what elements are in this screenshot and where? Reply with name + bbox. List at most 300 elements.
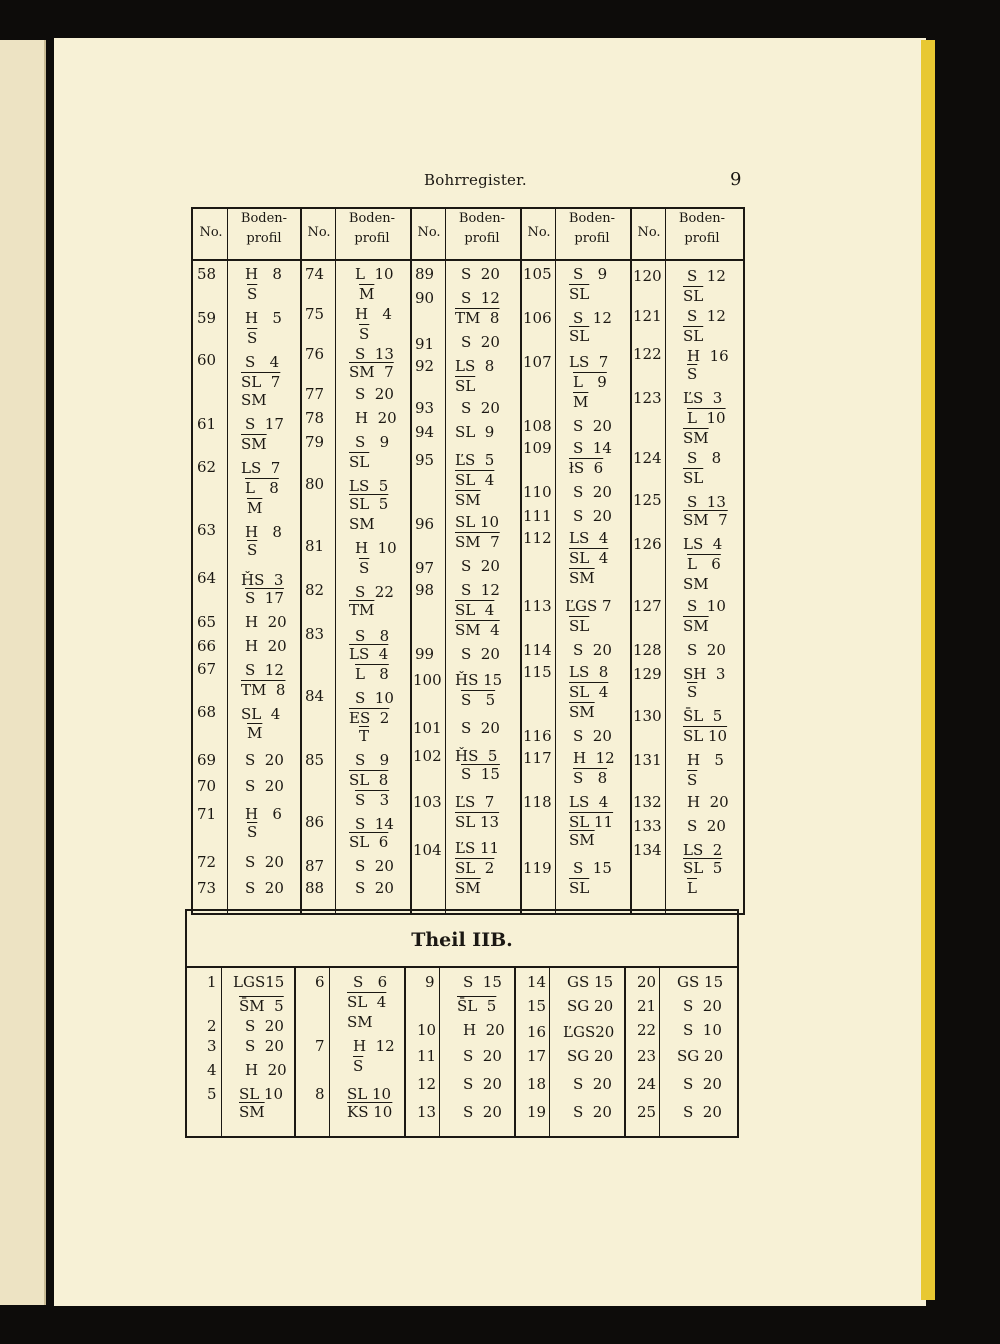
bore-number: 71 (197, 805, 217, 823)
soil-profile-entry: S 8 (687, 449, 722, 467)
soil-profile-entry: SL 4 (569, 683, 609, 701)
bore-number: 110 (523, 483, 552, 501)
bore-number: 6 (315, 973, 325, 991)
no-column-divider (335, 209, 336, 913)
bore-number: 86 (305, 813, 325, 831)
soil-profile-entry: $\overline{TM}$ (349, 601, 375, 619)
left-page-edge (0, 40, 46, 1305)
soil-profile-entry: $\overline{S}$ (247, 285, 258, 303)
bore-number: 8 (315, 1085, 325, 1103)
section-rule (187, 966, 737, 968)
soil-profile-entry: ȞS 3 (241, 571, 284, 589)
soil-profile-entry: SL 11 (569, 813, 614, 831)
soil-profile-entry: S 20 (573, 1103, 612, 1121)
soil-profile-entry: $\overline{SL}$ (569, 285, 590, 303)
soil-profile-entry: SL 10 (239, 1085, 284, 1103)
soil-profile-entry: H 5 (687, 751, 724, 769)
bore-number: 131 (633, 751, 662, 769)
soil-profile-entry: H 10 (355, 539, 397, 557)
soil-profile-entry: L 8 (245, 479, 279, 497)
soil-profile-entry: SM (241, 391, 267, 409)
no-column-divider (221, 966, 222, 1136)
bore-number: 82 (305, 581, 325, 599)
soil-profile-entry: S 20 (573, 483, 612, 501)
soil-profile-entry: KS 10 (347, 1103, 393, 1121)
soil-profile-entry: SH 3 (683, 665, 726, 683)
soil-profile-entry: ĽGS20 (563, 1023, 615, 1041)
soil-profile-entry: $\overline{SL}$ (569, 617, 590, 635)
soil-profile-entry: ĽS 5 (455, 451, 495, 469)
soil-profile-entry: S 15 (461, 765, 500, 783)
soil-profile-entry: $\overline{M}$ (359, 285, 375, 303)
soil-profile-entry: S 4 (245, 353, 280, 371)
soil-profile-entry: SL 4 (347, 993, 387, 1011)
bore-number: 74 (305, 265, 325, 283)
bore-number: 9 (425, 973, 435, 991)
bore-number: 81 (305, 537, 325, 555)
page-number: 9 (730, 169, 742, 190)
soil-profile-entry: ĽGS 7 (565, 597, 612, 615)
bore-number: 5 (207, 1085, 217, 1103)
header-line: profil (354, 231, 390, 246)
soil-profile-entry: łS 6 (569, 459, 604, 477)
soil-profile-entry: S 20 (463, 1075, 502, 1093)
soil-profile-entry: SM 7 (349, 363, 394, 381)
column-header-no: No. (527, 225, 551, 240)
soil-profile-entry: S 20 (687, 817, 726, 835)
column-header-no: No. (417, 225, 441, 240)
soil-profile-entry: $\overline{SL}$ (569, 879, 590, 897)
soil-profile-entry: GS 15 (677, 973, 724, 991)
header-rule (193, 259, 743, 261)
bore-number: 65 (197, 613, 217, 631)
soil-profile-entry: SL 10 (455, 513, 500, 531)
bore-number: 22 (637, 1021, 657, 1039)
soil-profile-entry: H 16 (687, 347, 729, 365)
soil-profile-entry: L 10 (355, 265, 394, 283)
soil-profile-entry: S 13 (687, 493, 726, 511)
bore-number: 12 (417, 1075, 437, 1093)
soil-profile-entry: TM 8 (455, 309, 500, 327)
bore-number: 17 (527, 1047, 547, 1065)
soil-profile-entry: S 20 (683, 1075, 722, 1093)
column-header-no: No. (199, 225, 223, 240)
bore-number: 96 (415, 515, 435, 533)
soil-profile-entry: SL 6 (349, 833, 389, 851)
soil-profile-entry: S 8 (573, 769, 608, 787)
soil-profile-entry: $\overline{SM}$ (569, 703, 595, 721)
bore-number: 111 (523, 507, 552, 525)
theil-iib-table (185, 909, 739, 1138)
bore-number: 103 (413, 793, 442, 811)
bore-number: 14 (527, 973, 547, 991)
bore-number: 97 (415, 559, 435, 577)
bore-number: 7 (315, 1037, 325, 1055)
column-header-no: No. (637, 225, 661, 240)
soil-profile-entry: ȞS 5 (455, 747, 498, 765)
bore-number: 89 (415, 265, 435, 283)
bore-number: 85 (305, 751, 325, 769)
header-line: Boden- (678, 211, 726, 226)
soil-profile-entry: $\overline{SM}$ (239, 1103, 265, 1121)
soil-profile-entry: S̄L 5 (457, 997, 497, 1015)
bore-number: 3 (207, 1037, 217, 1055)
soil-profile-entry: $\overline{SL}$ (683, 469, 704, 487)
bore-number: 128 (633, 641, 662, 659)
bore-number: 130 (633, 707, 662, 725)
bore-number: 2 (207, 1017, 217, 1035)
soil-profile-entry: SL 2 (455, 859, 495, 877)
soil-profile-entry: LS 7 (569, 353, 609, 371)
soil-profile-entry: SL 5 (683, 859, 723, 877)
bore-number: 16 (527, 1023, 547, 1041)
soil-profile-entry: H 20 (463, 1021, 505, 1039)
bore-number: 101 (413, 719, 442, 737)
soil-profile-entry: S 9 (573, 265, 608, 283)
bore-number: 1 (207, 973, 217, 991)
soil-profile-entry: $\overline{SM}$ (241, 435, 267, 453)
bore-number: 4 (207, 1061, 217, 1079)
soil-profile-entry: $\overline{SM}$ (683, 429, 709, 447)
bore-number: 109 (523, 439, 552, 457)
soil-profile-entry: S 20 (683, 1103, 722, 1121)
bore-number: 100 (413, 671, 442, 689)
soil-profile-entry: SM (347, 1013, 373, 1031)
soil-profile-entry: S 20 (245, 777, 284, 795)
soil-profile-entry: S 12 (461, 581, 500, 599)
soil-profile-entry: S 12 (573, 309, 612, 327)
header-line: Boden- (240, 211, 288, 226)
bore-number: 118 (523, 793, 552, 811)
no-column-divider (659, 966, 660, 1136)
bore-number: 79 (305, 433, 325, 451)
bore-number: 127 (633, 597, 662, 615)
column-header-bodenprofil (447, 209, 517, 249)
soil-profile-entry: S 13 (355, 345, 394, 363)
soil-profile-entry: SL 9 (455, 423, 495, 441)
no-column-divider (439, 966, 440, 1136)
bore-number: 64 (197, 569, 217, 587)
bore-number: 91 (415, 335, 435, 353)
bore-number: 75 (305, 305, 325, 323)
soil-profile-entry: ES 2 (349, 709, 390, 727)
soil-profile-entry: LGS15 (233, 973, 285, 991)
bore-number: 125 (633, 491, 662, 509)
soil-profile-entry: $\overline{S}$ (687, 683, 698, 701)
bore-number: 87 (305, 857, 325, 875)
soil-profile-entry: S 12 (245, 661, 284, 679)
soil-profile-entry: S 20 (573, 641, 612, 659)
bore-number: 132 (633, 793, 662, 811)
header-line: profil (574, 231, 610, 246)
soil-profile-entry: S 20 (355, 879, 394, 897)
soil-profile-entry: S 20 (463, 1047, 502, 1065)
soil-profile-entry: L 9 (573, 373, 607, 391)
soil-profile-entry: SL 4 (569, 549, 609, 567)
bore-number: 84 (305, 687, 325, 705)
bore-number: 116 (523, 727, 552, 745)
soil-profile-entry: $\overline{SL}$ (569, 327, 590, 345)
bore-number: 122 (633, 345, 662, 363)
bore-number: 78 (305, 409, 325, 427)
header-line: profil (246, 231, 282, 246)
soil-profile-entry: TM 8 (241, 681, 286, 699)
soil-profile-entry: H 20 (687, 793, 729, 811)
bore-number: 23 (637, 1047, 657, 1065)
bore-number: 107 (523, 353, 552, 371)
soil-profile-entry: S 12 (687, 307, 726, 325)
soil-profile-entry: S 20 (573, 727, 612, 745)
soil-profile-entry: ȞS 15 (455, 671, 503, 689)
soil-profile-entry: S 6 (353, 973, 388, 991)
bore-number: 59 (197, 309, 217, 327)
bore-number: 68 (197, 703, 217, 721)
soil-profile-entry: S 14 (355, 815, 394, 833)
bohrregister-table (191, 207, 745, 915)
soil-profile-entry: S 15 (573, 859, 612, 877)
column-divider (520, 209, 522, 913)
soil-profile-entry: LS 4 (349, 645, 389, 663)
bore-number: 66 (197, 637, 217, 655)
soil-profile-entry: SG 20 (567, 997, 614, 1015)
soil-profile-entry: S 20 (461, 645, 500, 663)
soil-profile-entry: $\overline{SL}$ (455, 377, 476, 395)
column-header-bodenprofil (337, 209, 407, 249)
soil-profile-entry: $\overline{M}$ (247, 499, 263, 517)
soil-profile-entry: H 4 (355, 305, 392, 323)
soil-profile-entry: H 8 (245, 523, 282, 541)
soil-profile-entry: L 8 (355, 665, 389, 683)
soil-profile-entry: S 20 (573, 507, 612, 525)
bore-number: 126 (633, 535, 662, 553)
soil-profile-entry: L 10 (687, 409, 726, 427)
soil-profile-entry: S 17 (245, 415, 284, 433)
bore-number: 92 (415, 357, 435, 375)
no-column-divider (555, 209, 556, 913)
soil-profile-entry: H 20 (355, 409, 397, 427)
soil-profile-entry: SL 10 (683, 727, 728, 745)
no-column-divider (445, 209, 446, 913)
soil-profile-entry: $\overline{S}$ (687, 771, 698, 789)
soil-profile-entry: S 10 (683, 1021, 722, 1039)
soil-profile-entry: SM 4 (455, 621, 500, 639)
soil-profile-entry: H 6 (245, 805, 282, 823)
bore-number: 123 (633, 389, 662, 407)
soil-profile-entry: SL 8 (349, 771, 389, 789)
column-divider (410, 209, 412, 913)
bore-number: 134 (633, 841, 662, 859)
soil-profile-entry: S 20 (461, 719, 500, 737)
soil-profile-entry: S 20 (245, 751, 284, 769)
soil-profile-entry: L 6 (687, 555, 721, 573)
no-column-divider (665, 209, 666, 913)
bore-number: 20 (637, 973, 657, 991)
bore-number: 72 (197, 853, 217, 871)
soil-profile-entry: $\overline{S}$ (353, 1057, 364, 1075)
soil-profile-entry: S 5 (461, 691, 496, 709)
soil-profile-entry: $\overline{SM}$ (455, 879, 481, 897)
soil-profile-entry: S 20 (573, 417, 612, 435)
soil-profile-entry: $\overline{S}$ (247, 329, 258, 347)
column-header-no: No. (307, 225, 331, 240)
no-column-divider (329, 966, 330, 1136)
soil-profile-entry: ĽS 3 (683, 389, 723, 407)
page-edge (921, 40, 935, 1300)
bore-number: 121 (633, 307, 662, 325)
soil-profile-entry: SL 7 (241, 373, 281, 391)
soil-profile-entry: H 20 (245, 613, 287, 631)
bore-number: 120 (633, 267, 662, 285)
soil-profile-entry: H 12 (573, 749, 615, 767)
bore-number: 95 (415, 451, 435, 469)
soil-profile-entry: S 20 (687, 641, 726, 659)
bore-number: 19 (527, 1103, 547, 1121)
bore-number: 105 (523, 265, 552, 283)
soil-profile-entry: SL 13 (455, 813, 500, 831)
header-line: Boden- (458, 211, 506, 226)
soil-profile-entry: LS 4 (569, 529, 609, 547)
soil-profile-entry: $\overline{T}$ (359, 727, 370, 745)
soil-profile-entry: S 20 (461, 399, 500, 417)
soil-profile-entry: ĽS 11 (455, 839, 500, 857)
bore-number: 76 (305, 345, 325, 363)
bore-number: 58 (197, 265, 217, 283)
bore-number: 24 (637, 1075, 657, 1093)
soil-profile-entry: S 14 (573, 439, 612, 457)
soil-profile-entry: $\overline{S}$ (359, 325, 370, 343)
column-divider (624, 966, 626, 1136)
bore-number: 115 (523, 663, 552, 681)
soil-profile-entry: SG 20 (567, 1047, 614, 1065)
bore-number: 62 (197, 458, 217, 476)
column-divider (630, 209, 632, 913)
no-column-divider (549, 966, 550, 1136)
bore-number: 106 (523, 309, 552, 327)
bore-number: 18 (527, 1075, 547, 1093)
soil-profile-entry: LS 4 (569, 793, 609, 811)
soil-profile-entry: LS 7 (241, 459, 281, 477)
bore-number: 73 (197, 879, 217, 897)
header-line: Boden- (568, 211, 616, 226)
bore-number: 90 (415, 289, 435, 307)
soil-profile-entry: S 9 (355, 751, 390, 769)
bore-number: 129 (633, 665, 662, 683)
soil-profile-entry: S 20 (463, 1103, 502, 1121)
bore-number: 112 (523, 529, 552, 547)
soil-profile-entry: $\overline{M}$ (247, 724, 263, 742)
soil-profile-entry: S 10 (687, 597, 726, 615)
soil-profile-entry: S 17 (245, 589, 284, 607)
soil-profile-entry: S 20 (245, 853, 284, 871)
soil-profile-entry: SL 4 (455, 471, 495, 489)
bore-number: 13 (417, 1103, 437, 1121)
soil-profile-entry: SL 4 (241, 705, 281, 723)
soil-profile-entry: ĽS 7 (455, 793, 495, 811)
column-divider (300, 209, 302, 913)
soil-profile-entry: SL 4 (455, 601, 495, 619)
soil-profile-entry: S̄L 5 (683, 707, 723, 725)
soil-profile-entry: LS 8 (569, 663, 609, 681)
bore-number: 113 (523, 597, 552, 615)
bore-number: 63 (197, 521, 217, 539)
soil-profile-entry: $\overline{S}$ (359, 559, 370, 577)
soil-profile-entry: S 20 (683, 997, 722, 1015)
soil-profile-entry: H 8 (245, 265, 282, 283)
soil-profile-entry: S 20 (355, 385, 394, 403)
soil-profile-entry: LS 5 (349, 477, 389, 495)
bore-number: 21 (637, 997, 657, 1015)
bore-number: 88 (305, 879, 325, 897)
soil-profile-entry: SL 10 (347, 1085, 392, 1103)
soil-profile-entry: $\overline{S}$ (247, 823, 258, 841)
soil-profile-entry: S 22 (355, 583, 394, 601)
soil-profile-entry: SM (683, 575, 709, 593)
bore-number: 104 (413, 841, 442, 859)
no-column-divider (227, 209, 228, 913)
soil-profile-entry: H 12 (353, 1037, 395, 1055)
soil-profile-entry: LS 2 (683, 841, 723, 859)
soil-profile-entry: SM (349, 515, 375, 533)
soil-profile-entry: $\overline{SM}$ (683, 617, 709, 635)
soil-profile-entry: LS 4 (683, 535, 723, 553)
bore-number: 133 (633, 817, 662, 835)
soil-profile-entry: $\overline{SM}$ (569, 831, 595, 849)
bore-number: 11 (417, 1047, 437, 1065)
header-line: profil (684, 231, 720, 246)
section-title: Theil IIB. (411, 929, 513, 951)
header-line: Boden- (348, 211, 396, 226)
bore-number: 94 (415, 423, 435, 441)
bore-number: 83 (305, 625, 325, 643)
running-head: Bohrregister. (424, 171, 527, 189)
soil-profile-entry: $\overline{L}$ (687, 879, 697, 897)
bore-number: 60 (197, 351, 217, 369)
soil-profile-entry: S 12 (687, 267, 726, 285)
soil-profile-entry: GS 15 (567, 973, 614, 991)
soil-profile-entry: S̄M 5 (239, 997, 284, 1015)
soil-profile-entry: H 20 (245, 637, 287, 655)
bore-number: 99 (415, 645, 435, 663)
header-line: profil (464, 231, 500, 246)
soil-profile-entry: LS 8 (455, 357, 495, 375)
bore-number: 61 (197, 415, 217, 433)
bore-number: 15 (527, 997, 547, 1015)
column-divider (294, 966, 296, 1136)
soil-profile-entry: S 15 (463, 973, 502, 991)
soil-profile-entry: SL 5 (349, 495, 389, 513)
soil-profile-entry: S 20 (461, 557, 500, 575)
bore-number: 119 (523, 859, 552, 877)
soil-profile-entry: $\overline{SM}$ (569, 569, 595, 587)
column-divider (514, 966, 516, 1136)
soil-profile-entry: SM 7 (455, 533, 500, 551)
bore-number: 114 (523, 641, 552, 659)
bore-number: 108 (523, 417, 552, 435)
soil-profile-entry: S 20 (355, 857, 394, 875)
soil-profile-entry: S 20 (245, 1017, 284, 1035)
bore-number: 117 (523, 749, 552, 767)
bore-number: 25 (637, 1103, 657, 1121)
soil-profile-entry: S 9 (355, 433, 390, 451)
soil-profile-entry: SG 20 (677, 1047, 724, 1065)
column-divider (404, 966, 406, 1136)
soil-profile-entry: S 20 (461, 265, 500, 283)
bore-number: 70 (197, 777, 217, 795)
bore-number: 80 (305, 475, 325, 493)
soil-profile-entry: S 8 (355, 627, 390, 645)
soil-profile-entry: SM 7 (683, 511, 728, 529)
soil-profile-entry: $\overline{M}$ (573, 393, 589, 411)
